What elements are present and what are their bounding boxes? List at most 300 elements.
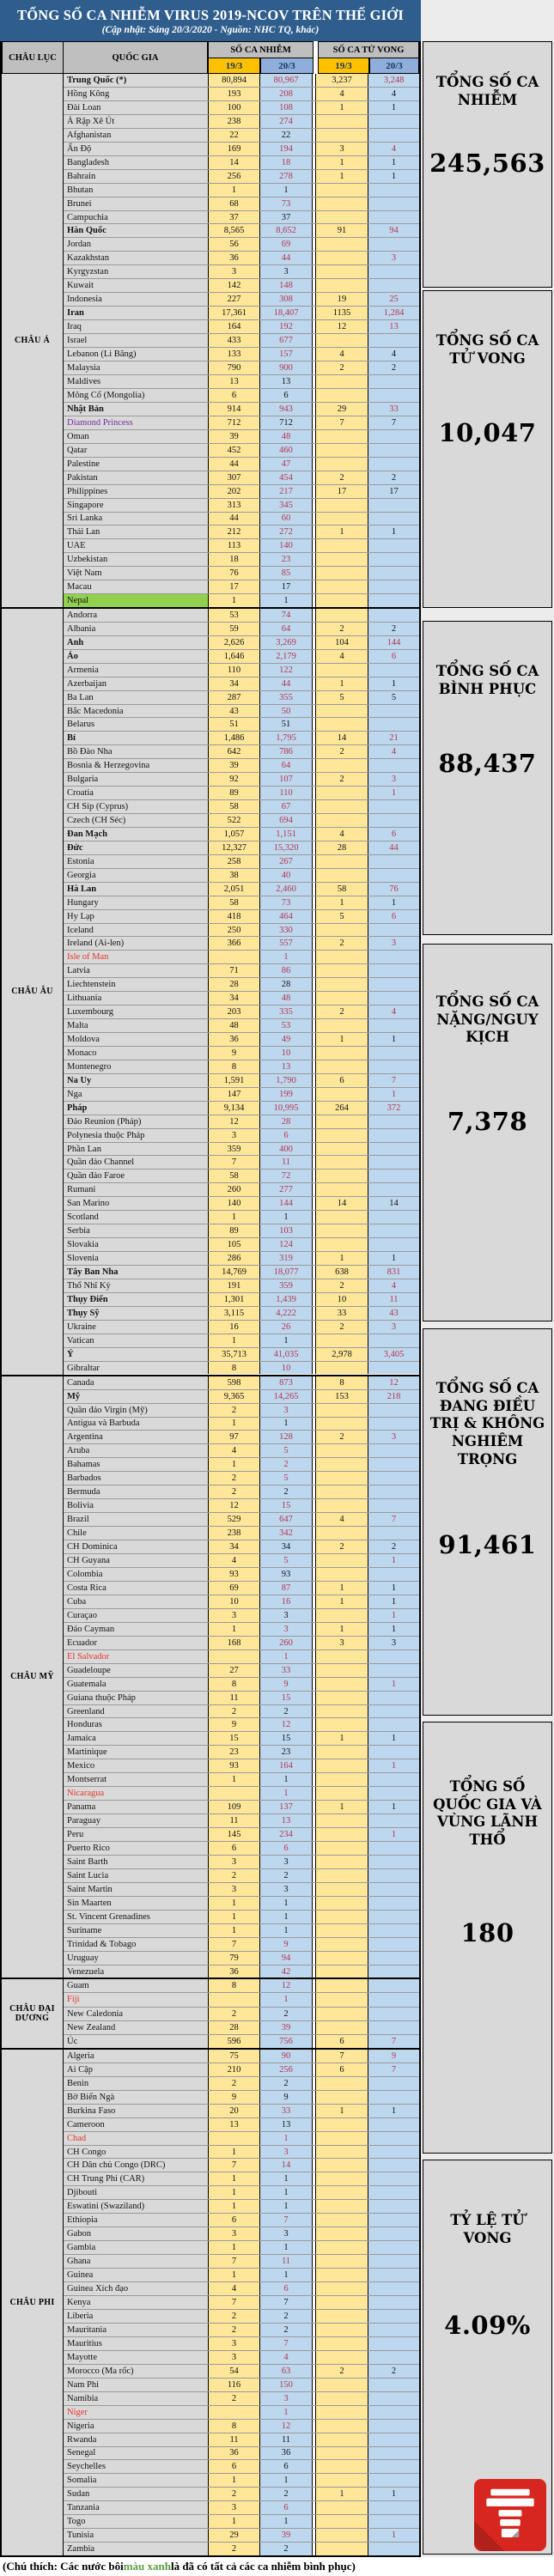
col-header-cases-19-3: 19/3 — [208, 58, 260, 74]
table-row — [64, 1472, 419, 1485]
country-name: Montserrat — [64, 1773, 208, 1786]
country-name: Suriname — [64, 1924, 208, 1937]
country-name: Diamond Princess — [64, 416, 208, 429]
country-name: Hồng Kông — [64, 88, 208, 100]
table-row — [64, 2021, 419, 2035]
table-row — [64, 1637, 419, 1650]
cases-20-3-cell: 1 — [259, 2132, 312, 2145]
deaths-19-3-cell — [316, 2351, 368, 2364]
cases-19-3-cell: 1 — [208, 1924, 259, 1937]
cases-20-3-cell: 13 — [259, 2118, 312, 2131]
deaths-19-3-cell — [316, 1787, 368, 1800]
cases-19-3-cell: 2 — [208, 2008, 259, 2020]
table-row — [64, 2515, 419, 2529]
deaths-20-3-cell — [368, 1362, 419, 1375]
deaths-20-3-cell — [368, 1856, 419, 1868]
country-name: St. Vincent Grenadines — [64, 1911, 208, 1923]
cases-19-3-cell: 38 — [208, 869, 259, 882]
cases-19-3-cell: 10 — [208, 1595, 259, 1608]
country-name: Isle of Man — [64, 951, 208, 963]
country-name: Saint Barth — [64, 1856, 208, 1868]
deaths-20-3-cell: 144 — [368, 636, 419, 649]
deaths-19-3-cell — [316, 2447, 368, 2460]
deaths-19-3-cell — [316, 2241, 368, 2254]
deaths-20-3-cell: 11 — [368, 1293, 419, 1306]
country-name: Đan Mạch — [64, 828, 208, 841]
cases-19-3-cell: 3 — [208, 1856, 259, 1868]
cases-20-3-cell: 3 — [259, 1856, 312, 1868]
summary-box — [423, 1722, 552, 2154]
country-name: Serbia — [64, 1224, 208, 1237]
cases-19-3-cell: 12,327 — [208, 841, 259, 854]
country-name: Trinidad & Tobago — [64, 1938, 208, 1951]
cases-19-3-cell: 54 — [208, 2365, 259, 2378]
cases-20-3-cell: 85 — [259, 567, 312, 580]
country-name: Malta — [64, 1019, 208, 1032]
cases-20-3-cell: 278 — [259, 170, 312, 183]
cases-20-3-cell: 2 — [259, 1705, 312, 1718]
continent-rows — [64, 74, 419, 607]
deaths-19-3-cell — [316, 1718, 368, 1731]
deaths-20-3-cell — [368, 855, 419, 868]
cases-20-3-cell: 107 — [259, 773, 312, 786]
deaths-19-3-cell — [316, 513, 368, 526]
cases-19-3-cell: 418 — [208, 910, 259, 923]
cases-19-3-cell: 2 — [208, 1472, 259, 1485]
country-name: Belarus — [64, 718, 208, 731]
cases-20-3-cell: 17 — [259, 580, 312, 593]
deaths-20-3-cell: 3,248 — [368, 74, 419, 87]
deaths-19-3-cell: 5 — [316, 691, 368, 704]
table-row — [64, 1458, 419, 1472]
deaths-20-3-cell: 1 — [368, 2488, 419, 2500]
table-row — [64, 2118, 419, 2132]
cases-19-3-cell: 71 — [208, 964, 259, 977]
deaths-20-3-cell — [368, 2255, 419, 2268]
table-row — [64, 1732, 419, 1746]
deaths-19-3-cell — [316, 580, 368, 593]
table-row — [64, 1279, 419, 1293]
deaths-20-3-cell — [368, 2433, 419, 2446]
table-row — [64, 320, 419, 334]
cases-20-3-cell: 9 — [259, 1938, 312, 1951]
cases-19-3-cell: 116 — [208, 2379, 259, 2391]
cases-19-3-cell: 100 — [208, 101, 259, 114]
table-row — [64, 691, 419, 705]
table-row — [64, 1718, 419, 1732]
table-row — [64, 1183, 419, 1197]
deaths-20-3-cell — [368, 2392, 419, 2405]
table-row — [64, 2282, 419, 2296]
cases-19-3-cell: 3 — [208, 1609, 259, 1622]
deaths-19-3-cell — [316, 1856, 368, 1868]
cases-19-3-cell: 642 — [208, 745, 259, 758]
country-name: Hà Lan — [64, 883, 208, 896]
country-name: Ai Cập — [64, 2063, 208, 2076]
cases-20-3-cell: 260 — [259, 1637, 312, 1649]
deaths-19-3-cell — [316, 1019, 368, 1032]
cases-19-3-cell: 452 — [208, 444, 259, 457]
country-name: Gambia — [64, 2241, 208, 2254]
cases-19-3-cell: 92 — [208, 773, 259, 786]
country-name: Slovenia — [64, 1252, 208, 1265]
deaths-20-3-cell — [368, 2420, 419, 2433]
country-name: Nicaragua — [64, 1787, 208, 1800]
cases-20-3-cell: 1 — [259, 2474, 312, 2487]
deaths-19-3-cell — [316, 1692, 368, 1704]
table-row — [64, 197, 419, 211]
country-name: Thụy Sỹ — [64, 1307, 208, 1320]
cases-20-3-cell: 23 — [259, 1746, 312, 1759]
deaths-20-3-cell — [368, 2159, 419, 2172]
deaths-20-3-cell: 1 — [368, 170, 419, 183]
table-row — [64, 2255, 419, 2269]
continent-label: CHÂU MỸ — [2, 1376, 64, 1978]
country-name: Phần Lan — [64, 1143, 208, 1156]
cases-19-3-cell: 1 — [208, 1334, 259, 1347]
country-name: Đức — [64, 841, 208, 854]
table-row — [64, 539, 419, 553]
table-row — [64, 580, 419, 594]
cases-20-3-cell: 647 — [259, 1513, 312, 1526]
cases-20-3-cell: 1 — [259, 1911, 312, 1923]
deaths-20-3-cell — [368, 964, 419, 977]
deaths-19-3-cell — [316, 2474, 368, 2487]
cases-19-3-cell: 13 — [208, 375, 259, 388]
country-name: Colombia — [64, 1568, 208, 1581]
country-name: CH Congo — [64, 2146, 208, 2159]
country-name: Guiana thuộc Pháp — [64, 1692, 208, 1704]
deaths-19-3-cell: 6 — [316, 1074, 368, 1087]
deaths-19-3-cell — [316, 1759, 368, 1772]
deaths-20-3-cell: 7 — [368, 1513, 419, 1526]
cases-19-3-cell: 433 — [208, 334, 259, 347]
cases-20-3-cell: 454 — [259, 471, 312, 484]
table-row — [64, 2200, 419, 2214]
table-row — [64, 1362, 419, 1375]
cases-19-3-cell: 59 — [208, 623, 259, 635]
cases-20-3-cell: 48 — [259, 430, 312, 443]
country-name: Liechtenstein — [64, 978, 208, 991]
deaths-19-3-cell: 4 — [316, 650, 368, 663]
deaths-20-3-cell — [368, 924, 419, 937]
country-name: CH Trung Phi (CAR) — [64, 2172, 208, 2185]
cases-20-3-cell: 9 — [259, 2091, 312, 2104]
table-row — [64, 1348, 419, 1362]
table-row — [64, 211, 419, 225]
table-row — [64, 2529, 419, 2543]
deaths-19-3-cell — [316, 964, 368, 977]
cases-20-3-cell: 900 — [259, 361, 312, 374]
country-name: Mauritius — [64, 2337, 208, 2350]
deaths-20-3-cell — [368, 444, 419, 457]
deaths-19-3-cell — [316, 2227, 368, 2240]
cases-20-3-cell: 359 — [259, 1279, 312, 1292]
table-row — [64, 403, 419, 416]
deaths-19-3-cell: 1 — [316, 1595, 368, 1608]
cases-19-3-cell: 914 — [208, 403, 259, 416]
cases-19-3-cell: 44 — [208, 513, 259, 526]
cases-20-3-cell: 87 — [259, 1582, 312, 1595]
cases-19-3-cell: 58 — [208, 1170, 259, 1182]
country-name: Anh — [64, 636, 208, 649]
country-name: Canada — [64, 1376, 208, 1389]
table-row — [64, 2035, 419, 2048]
table-row — [64, 705, 419, 719]
country-name: Guam — [64, 1979, 208, 1992]
cases-20-3-cell: 137 — [259, 1801, 312, 1814]
deaths-20-3-cell: 6 — [368, 910, 419, 923]
cases-19-3-cell: 53 — [208, 609, 259, 622]
deaths-19-3-cell: 2 — [316, 471, 368, 484]
table-row — [64, 951, 419, 964]
cases-19-3-cell: 110 — [208, 664, 259, 677]
cases-19-3-cell: 9 — [208, 2091, 259, 2104]
cases-19-3-cell: 93 — [208, 1759, 259, 1772]
cases-20-3-cell: 11 — [259, 2255, 312, 2268]
deaths-20-3-cell — [368, 1499, 419, 1512]
continent-label: CHÂU PHI — [2, 2050, 64, 2555]
table-row — [64, 1595, 419, 1609]
deaths-19-3-cell — [316, 800, 368, 813]
cases-19-3-cell: 3 — [208, 1883, 259, 1896]
cases-19-3-cell: 14,769 — [208, 1266, 259, 1279]
cases-20-3-cell: 12 — [259, 1979, 312, 1992]
deaths-20-3-cell — [368, 705, 419, 718]
table-row — [64, 910, 419, 924]
country-name: Cameroon — [64, 2118, 208, 2131]
cases-19-3-cell: 1 — [208, 2241, 259, 2254]
cases-20-3-cell: 345 — [259, 499, 312, 512]
country-name: Argentina — [64, 1431, 208, 1443]
deaths-19-3-cell — [316, 375, 368, 388]
footnote — [0, 2557, 554, 2576]
country-name: Bosnia & Herzegovina — [64, 759, 208, 772]
country-name: Seychelles — [64, 2460, 208, 2473]
cases-20-3-cell: 1,795 — [259, 732, 312, 744]
deaths-19-3-cell — [316, 2146, 368, 2159]
cases-19-3-cell: 56 — [208, 238, 259, 251]
table-row — [64, 1293, 419, 1307]
cases-19-3-cell: 210 — [208, 2063, 259, 2076]
cases-20-3-cell: 14 — [259, 2159, 312, 2172]
cases-19-3-cell: 1,486 — [208, 732, 259, 744]
country-name: Oman — [64, 430, 208, 443]
country-name: Bờ Biển Ngà — [64, 2091, 208, 2104]
cases-19-3-cell: 260 — [208, 1183, 259, 1196]
cases-20-3-cell: 1 — [259, 1211, 312, 1224]
table-row — [64, 2420, 419, 2433]
table-row — [64, 1376, 419, 1390]
table-row — [64, 1828, 419, 1842]
deaths-19-3-cell: 1 — [316, 101, 368, 114]
country-name: Monaco — [64, 1047, 208, 1060]
table-row — [64, 1924, 419, 1938]
country-name: Georgia — [64, 869, 208, 882]
table-row — [64, 2241, 419, 2255]
deaths-20-3-cell — [368, 184, 419, 197]
cases-20-3-cell: 277 — [259, 1183, 312, 1196]
deaths-19-3-cell — [316, 184, 368, 197]
table-row — [64, 978, 419, 992]
country-name: Cuba — [64, 1595, 208, 1608]
country-name: El Salvador — [64, 1650, 208, 1663]
country-name: Curaçao — [64, 1609, 208, 1622]
deaths-20-3-cell — [368, 2474, 419, 2487]
cases-19-3-cell: 12 — [208, 1115, 259, 1128]
cases-19-3-cell: 3 — [208, 1129, 259, 1142]
deaths-19-3-cell: 3 — [316, 1637, 368, 1649]
country-name: Barbados — [64, 1472, 208, 1485]
summary-panel — [421, 0, 554, 2557]
table-row — [64, 2227, 419, 2241]
deaths-20-3-cell — [368, 2146, 419, 2159]
cases-20-3-cell: 199 — [259, 1088, 312, 1101]
deaths-20-3-cell — [368, 1334, 419, 1347]
cases-20-3-cell: 712 — [259, 416, 312, 429]
cases-19-3-cell: 44 — [208, 458, 259, 471]
deaths-19-3-cell — [316, 1458, 368, 1471]
table-row — [64, 1965, 419, 1978]
cases-19-3-cell: 227 — [208, 293, 259, 306]
country-name: Kyrgyzstan — [64, 265, 208, 278]
table-row — [64, 2406, 419, 2420]
table-row — [64, 143, 419, 156]
deaths-19-3-cell — [316, 2433, 368, 2446]
country-name: Qatar — [64, 444, 208, 457]
country-name: Morocco (Ma rốc) — [64, 2365, 208, 2378]
cases-20-3-cell: 3,269 — [259, 636, 312, 649]
deaths-20-3-cell — [368, 1664, 419, 1677]
deaths-19-3-cell: 1 — [316, 2488, 368, 2500]
cases-19-3-cell: 34 — [208, 677, 259, 690]
country-name: Puerto Rico — [64, 1842, 208, 1855]
country-name: Mauritania — [64, 2324, 208, 2336]
deaths-20-3-cell — [368, 1129, 419, 1142]
cases-19-3-cell: 97 — [208, 1431, 259, 1443]
deaths-19-3-cell — [316, 1183, 368, 1196]
country-name: Peru — [64, 1828, 208, 1841]
footnote-highlight: màu xanh — [123, 2560, 171, 2573]
cases-20-3-cell: 13 — [259, 1060, 312, 1073]
deaths-20-3-cell — [368, 539, 419, 552]
cases-19-3-cell: 6 — [208, 389, 259, 402]
date-header-row — [208, 58, 419, 74]
cases-20-3-cell: 3 — [259, 1404, 312, 1417]
deaths-19-3-cell — [316, 2406, 368, 2419]
table-row — [64, 1759, 419, 1773]
cases-19-3-cell — [208, 1993, 259, 2006]
table-row — [64, 2214, 419, 2227]
country-name: Quần đảo Virgin (Mỹ) — [64, 1404, 208, 1417]
table-row — [64, 184, 419, 197]
country-name: Venezuela — [64, 1965, 208, 1978]
cases-19-3-cell: 1 — [208, 2172, 259, 2185]
cases-20-3-cell: 2 — [259, 2077, 312, 2090]
deaths-20-3-cell — [368, 197, 419, 210]
country-name: Burkina Faso — [64, 2105, 208, 2117]
deaths-19-3-cell — [316, 814, 368, 827]
cases-19-3-cell: 256 — [208, 170, 259, 183]
deaths-19-3-cell — [316, 1211, 368, 1224]
cases-19-3-cell: 113 — [208, 539, 259, 552]
table-row — [64, 513, 419, 526]
cases-20-3-cell: 256 — [259, 2063, 312, 2076]
cases-19-3-cell: 8 — [208, 1678, 259, 1691]
country-name: Luxembourg — [64, 1005, 208, 1018]
cases-19-3-cell: 1 — [208, 184, 259, 197]
deaths-19-3-cell — [316, 594, 368, 607]
country-name: New Zealand — [64, 2021, 208, 2034]
deaths-20-3-cell: 1 — [368, 1801, 419, 1814]
cases-20-3-cell: 18,407 — [259, 307, 312, 319]
country-name: Israel — [64, 334, 208, 347]
deaths-20-3-cell — [368, 2337, 419, 2350]
country-name: Hungary — [64, 896, 208, 909]
table-row — [64, 759, 419, 773]
table-row — [64, 1047, 419, 1060]
deaths-19-3-cell: 1 — [316, 156, 368, 169]
deaths-20-3-cell — [368, 430, 419, 443]
cases-19-3-cell: 8 — [208, 1362, 259, 1375]
table-row — [64, 2008, 419, 2021]
cases-19-3-cell: 2 — [208, 2324, 259, 2336]
deaths-19-3-cell — [316, 2021, 368, 2034]
country-name: Thụy Điển — [64, 1293, 208, 1306]
cases-20-3-cell: 234 — [259, 1828, 312, 1841]
deaths-19-3-cell: 1 — [316, 1033, 368, 1046]
deaths-20-3-cell: 5 — [368, 691, 419, 704]
deaths-19-3-cell — [316, 759, 368, 772]
country-name: Rumani — [64, 1183, 208, 1196]
table-row — [64, 992, 419, 1005]
deaths-19-3-cell — [316, 1938, 368, 1951]
deaths-20-3-cell: 3 — [368, 252, 419, 264]
table-row — [64, 1197, 419, 1211]
cases-20-3-cell: 308 — [259, 293, 312, 306]
deaths-19-3-cell: 4 — [316, 828, 368, 841]
country-name: Ba Lan — [64, 691, 208, 704]
deaths-20-3-cell: 1 — [368, 1609, 419, 1622]
cases-19-3-cell: 168 — [208, 1637, 259, 1649]
cases-19-3-cell: 169 — [208, 143, 259, 155]
deaths-20-3-cell: 1 — [368, 1554, 419, 1567]
cases-19-3-cell: 22 — [208, 129, 259, 142]
deaths-20-3-cell: 4 — [368, 745, 419, 758]
table-row — [64, 1842, 419, 1856]
deaths-19-3-cell — [316, 129, 368, 142]
cases-19-3-cell: 18 — [208, 553, 259, 566]
table-row — [64, 1993, 419, 2007]
cases-20-3-cell: 5 — [259, 1554, 312, 1567]
table-row — [64, 1499, 419, 1513]
cases-19-3-cell: 2 — [208, 2310, 259, 2323]
table-row — [64, 170, 419, 184]
cases-19-3-cell: 93 — [208, 1568, 259, 1581]
tinhte-logo — [474, 2479, 546, 2551]
cases-20-3-cell: 16 — [259, 1595, 312, 1608]
cases-19-3-cell: 89 — [208, 787, 259, 799]
col-header-cases-20-3: 20/3 — [260, 58, 314, 74]
deaths-19-3-cell — [316, 992, 368, 1005]
cases-19-3-cell: 79 — [208, 1952, 259, 1965]
cases-19-3-cell: 37 — [208, 211, 259, 224]
cases-20-3-cell: 557 — [259, 937, 312, 950]
country-name: Ireland (Ai-len) — [64, 937, 208, 950]
table-row — [64, 2365, 419, 2379]
deaths-20-3-cell: 3 — [368, 1637, 419, 1649]
deaths-19-3-cell: 28 — [316, 841, 368, 854]
